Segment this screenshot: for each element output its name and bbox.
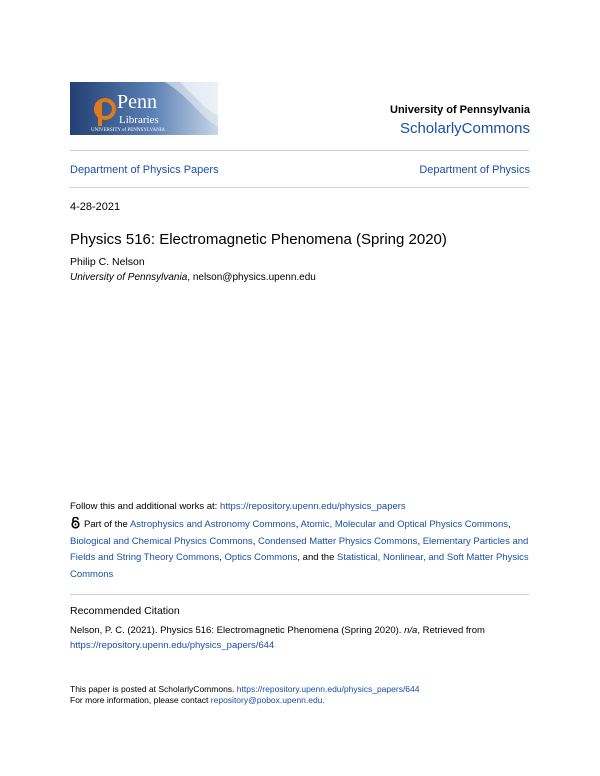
citation-heading: Recommended Citation bbox=[70, 605, 180, 617]
partof-prefix: Part of the bbox=[84, 519, 130, 530]
logo-penn-text: Penn bbox=[117, 91, 157, 113]
footer-contact-suffix: . bbox=[322, 695, 325, 705]
open-access-icon bbox=[70, 517, 81, 529]
author-name: Philip C. Nelson bbox=[70, 256, 145, 268]
footer-email-link[interactable]: repository@pobox.upenn.edu bbox=[210, 695, 323, 705]
commons-link-statistical-soft-matter[interactable]: Statistical, Nonlinear, and Soft Matter Physics Commons bbox=[70, 552, 529, 580]
citation-url-link[interactable]: https://repository.upenn.edu/physics_papers/644 bbox=[70, 640, 275, 651]
commons-separator: , bbox=[508, 519, 511, 530]
affiliation-institution: University of Pennsylvania bbox=[70, 272, 188, 283]
citation-text bbox=[70, 623, 532, 653]
divider-citation bbox=[70, 594, 529, 595]
divider-nav bbox=[70, 187, 529, 188]
publication-date: 4-28-2021 bbox=[70, 201, 121, 213]
follow-url-link[interactable]: https://repository.upenn.edu/physics_papers bbox=[219, 501, 406, 512]
commons-separator: , bbox=[295, 519, 301, 530]
institution-name: University of Pennsylvania bbox=[390, 104, 530, 116]
citation-body: Nelson, P. C. (2021). Physics 516: Electromagnetic Phenomena (Spring 2020). bbox=[70, 625, 405, 636]
part-of-commons bbox=[70, 517, 532, 583]
logo-libraries-text: Libraries bbox=[119, 114, 159, 126]
logo-graphic bbox=[70, 82, 218, 135]
penn-libraries-logo[interactable] bbox=[70, 82, 218, 135]
commons-link-optics[interactable]: Optics Commons bbox=[224, 552, 298, 563]
commons-separator: , bbox=[252, 535, 258, 547]
commons-link-astrophysics[interactable]: Astrophysics and Astronomy Commons bbox=[129, 519, 296, 530]
footer-posted-prefix: This paper is posted at ScholarlyCommons. bbox=[70, 684, 237, 694]
commons-separator: , bbox=[417, 535, 423, 547]
follow-line bbox=[70, 501, 406, 512]
footer-posted-line bbox=[70, 684, 420, 694]
commons-link-condensed-matter[interactable]: Condensed Matter Physics Commons bbox=[257, 535, 418, 547]
series-link[interactable]: Department of Physics Papers bbox=[70, 164, 219, 176]
footer-contact-prefix: For more information, please contact bbox=[70, 695, 211, 705]
commons-separator: , bbox=[219, 552, 225, 563]
logo-university-text: UNIVERSITY of PENNSYLVANIA bbox=[91, 128, 165, 133]
citation-retrieved: , Retrieved from bbox=[417, 625, 485, 636]
commons-link-biological-chemical[interactable]: Biological and Chemical Physics Commons bbox=[70, 535, 253, 547]
department-link[interactable]: Department of Physics bbox=[419, 164, 530, 176]
author-affiliation bbox=[70, 272, 316, 283]
footer-paper-url-link[interactable]: https://repository.upenn.edu/physics_papers/644 bbox=[236, 684, 420, 694]
affiliation-email: , nelson@physics.upenn.edu bbox=[187, 272, 316, 283]
footer-contact-line bbox=[70, 695, 325, 705]
commons-link-amo[interactable]: Atomic, Molecular and Optical Physics Commons bbox=[300, 519, 509, 530]
citation-na: n/a bbox=[404, 625, 418, 636]
paper-title: Physics 516: Electromagnetic Phenomena (Spring 2020) bbox=[70, 231, 447, 248]
scholarlycommons-link[interactable]: ScholarlyCommons bbox=[399, 120, 530, 137]
commons-and-the: , and the bbox=[297, 552, 338, 563]
divider-top bbox=[70, 150, 529, 151]
commons-link-elementary-particles[interactable]: Elementary Particles and Fields and String Theory Commons bbox=[70, 535, 529, 563]
follow-prefix: Follow this and additional works at: bbox=[70, 501, 220, 512]
